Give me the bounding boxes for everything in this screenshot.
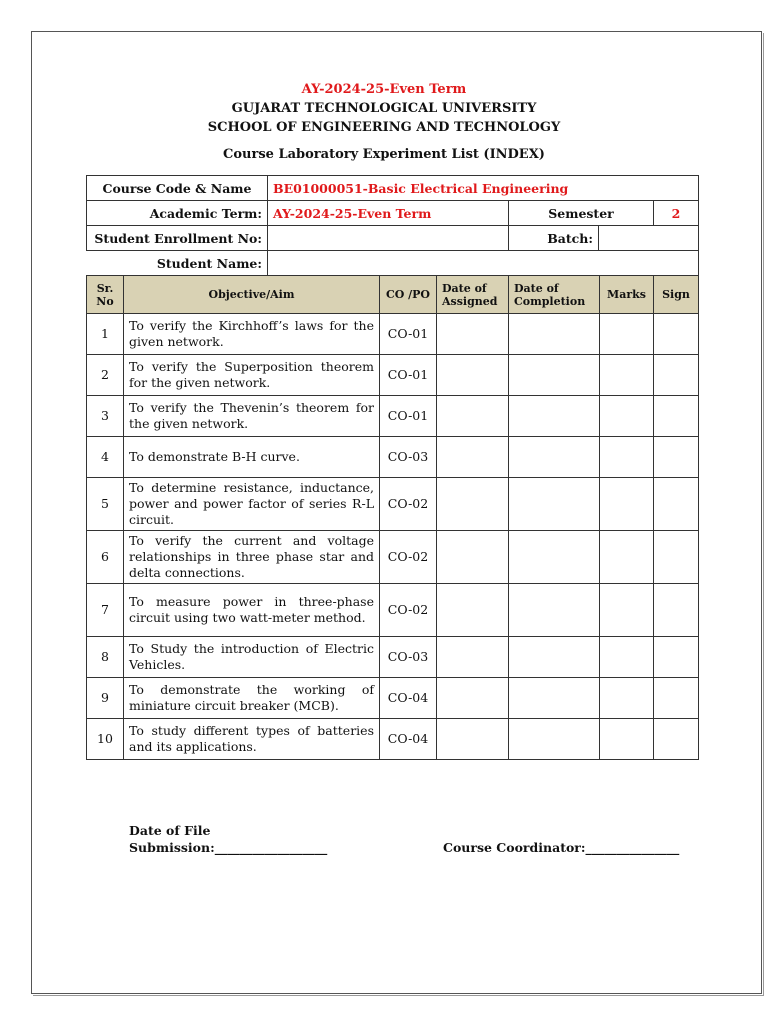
header-date-completion: Date of Completion	[509, 276, 600, 314]
row-marks[interactable]	[600, 355, 654, 396]
row-co: CO-01	[380, 396, 437, 437]
date-of-submission	[129, 822, 327, 856]
enrollment-label: Student Enrollment No:	[87, 226, 268, 251]
row-marks[interactable]	[600, 678, 654, 719]
row-co: CO-01	[380, 314, 437, 355]
student-name-row	[87, 251, 699, 276]
row-date-assigned[interactable]	[437, 355, 509, 396]
date-of-submission-line2: Submission:__________________	[129, 840, 328, 855]
row-co: CO-02	[380, 584, 437, 637]
row-marks[interactable]	[600, 531, 654, 584]
batch-label: Batch:	[509, 226, 599, 251]
academic-term-heading: AY-2024-25-Even Term	[301, 82, 467, 97]
header-sign: Sign	[654, 276, 699, 314]
row-sign[interactable]	[654, 584, 699, 637]
row-sr: 5	[87, 478, 124, 531]
row-date-completion[interactable]	[509, 584, 600, 637]
row-marks[interactable]	[600, 584, 654, 637]
row-date-assigned[interactable]	[437, 478, 509, 531]
row-date-completion[interactable]	[509, 314, 600, 355]
row-co: CO-04	[380, 719, 437, 760]
row-date-assigned[interactable]	[437, 437, 509, 478]
row-date-assigned[interactable]	[437, 531, 509, 584]
row-sign[interactable]	[654, 437, 699, 478]
experiment-table	[86, 275, 699, 760]
table-row	[87, 396, 699, 437]
table-row	[87, 719, 699, 760]
academic-term-label: Academic Term:	[87, 201, 268, 226]
row-date-completion[interactable]	[509, 531, 600, 584]
table-row	[87, 314, 699, 355]
row-date-assigned[interactable]	[437, 678, 509, 719]
row-sr: 4	[87, 437, 124, 478]
student-name-field[interactable]	[268, 251, 699, 276]
row-objective: To verify the Superposition theorem for the given network.	[124, 355, 380, 396]
experiment-table-header	[87, 276, 699, 314]
row-sign[interactable]	[654, 355, 699, 396]
table-row	[87, 355, 699, 396]
header-objective: Objective/Aim	[124, 276, 380, 314]
row-co: CO-03	[380, 637, 437, 678]
row-co: CO-03	[380, 437, 437, 478]
semester-label: Semester	[509, 201, 654, 226]
table-row	[87, 478, 699, 531]
row-sign[interactable]	[654, 396, 699, 437]
row-objective: To demonstrate the working of miniature circuit breaker (MCB).	[124, 678, 380, 719]
student-name-label: Student Name:	[156, 255, 262, 271]
list-title: Course Laboratory Experiment List (INDEX)	[223, 147, 545, 162]
header-sr-no: Sr. No	[87, 276, 124, 314]
row-date-assigned[interactable]	[437, 396, 509, 437]
row-sign[interactable]	[654, 678, 699, 719]
batch-field[interactable]	[599, 226, 699, 251]
row-objective: To verify the Kirchhoff’s laws for the given network.	[124, 314, 380, 355]
table-row	[87, 637, 699, 678]
row-objective: To measure power in three-phase circuit using two watt-meter method.	[124, 584, 380, 637]
enrollment-row	[87, 226, 699, 251]
table-row	[87, 531, 699, 584]
academic-term-value: AY-2024-25-Even Term	[268, 201, 509, 226]
header-marks: Marks	[600, 276, 654, 314]
row-date-assigned[interactable]	[437, 637, 509, 678]
course-code-label: Course Code & Name	[87, 176, 268, 201]
row-sr: 3	[87, 396, 124, 437]
course-code-value: BE01000051-Basic Electrical Engineering	[268, 176, 699, 201]
row-sr: 6	[87, 531, 124, 584]
row-date-completion[interactable]	[509, 678, 600, 719]
school-name: SCHOOL OF ENGINEERING AND TECHNOLOGY	[207, 120, 561, 135]
row-date-completion[interactable]	[509, 355, 600, 396]
course-coordinator-signature: Course Coordinator:_______________	[443, 840, 680, 855]
row-date-assigned[interactable]	[437, 314, 509, 355]
row-date-assigned[interactable]	[437, 584, 509, 637]
row-sr: 10	[87, 719, 124, 760]
row-sr: 8	[87, 637, 124, 678]
row-sr: 1	[87, 314, 124, 355]
table-row	[87, 584, 699, 637]
row-objective: To verify the Thevenin’s theorem for the given network.	[124, 396, 380, 437]
row-sign[interactable]	[654, 478, 699, 531]
table-row	[87, 678, 699, 719]
row-objective: To determine resistance, inductance, power and power factor of series R-L circuit.	[124, 478, 380, 531]
row-date-completion[interactable]	[509, 396, 600, 437]
row-sign[interactable]	[654, 314, 699, 355]
row-marks[interactable]	[600, 437, 654, 478]
row-sr: 2	[87, 355, 124, 396]
row-date-assigned[interactable]	[437, 719, 509, 760]
row-objective: To study different types of batteries and its applications.	[124, 719, 380, 760]
row-marks[interactable]	[600, 314, 654, 355]
row-marks[interactable]	[600, 637, 654, 678]
date-of-submission-line1: Date of File	[129, 823, 211, 838]
row-co: CO-04	[380, 678, 437, 719]
header-date-assigned: Date of Assigned	[437, 276, 509, 314]
course-info-table	[86, 175, 699, 276]
row-sr: 7	[87, 584, 124, 637]
row-co: CO-02	[380, 531, 437, 584]
semester-value: 2	[654, 201, 699, 226]
row-date-completion[interactable]	[509, 637, 600, 678]
row-marks[interactable]	[600, 719, 654, 760]
row-marks[interactable]	[600, 396, 654, 437]
row-co: CO-02	[380, 478, 437, 531]
row-sr: 9	[87, 678, 124, 719]
university-name: GUJARAT TECHNOLOGICAL UNIVERSITY	[231, 101, 537, 116]
course-code-row	[87, 176, 699, 201]
row-marks[interactable]	[600, 478, 654, 531]
row-sign[interactable]	[654, 719, 699, 760]
row-date-completion[interactable]	[509, 719, 600, 760]
row-objective: To verify the current and voltage relationships in three phase star and delta connections.	[124, 531, 380, 584]
row-sign[interactable]	[654, 531, 699, 584]
row-sign[interactable]	[654, 637, 699, 678]
header-co-po: CO /PO	[380, 276, 437, 314]
row-objective: To Study the introduction of Electric Vehicles.	[124, 637, 380, 678]
row-objective: To demonstrate B-H curve.	[124, 437, 380, 478]
enrollment-field[interactable]	[268, 226, 509, 251]
row-date-completion[interactable]	[509, 478, 600, 531]
academic-term-row	[87, 201, 699, 226]
row-co: CO-01	[380, 355, 437, 396]
table-row	[87, 437, 699, 478]
row-date-completion[interactable]	[509, 437, 600, 478]
